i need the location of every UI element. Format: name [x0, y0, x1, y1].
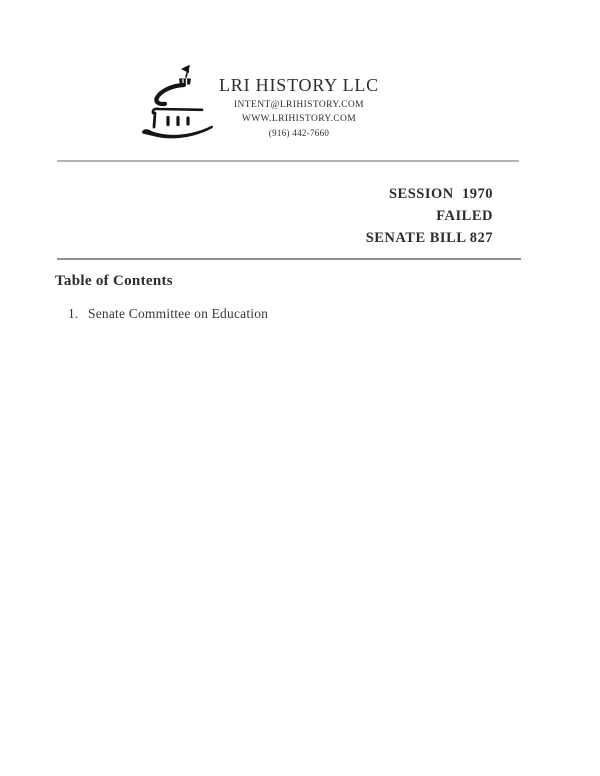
case-info-block	[366, 183, 493, 249]
capitol-dome-logo-icon	[138, 60, 220, 142]
toc-heading: Table of Contents	[55, 273, 173, 289]
middle-divider	[57, 258, 521, 260]
company-website: WWW.LRIHISTORY.COM	[241, 114, 357, 124]
bill-line: SENATE BILL 827	[365, 230, 493, 246]
toc-list	[55, 305, 515, 323]
company-email: INTENT@LRIHISTORY.COM	[233, 100, 364, 110]
session-line: SESSION 1970	[388, 186, 493, 202]
company-name: LRI HISTORY LLC	[218, 75, 379, 95]
status-line: FAILED	[436, 208, 493, 224]
top-divider	[57, 160, 519, 162]
toc-item	[55, 305, 515, 323]
toc-item-number: 1.	[68, 306, 79, 321]
toc-item-label: Senate Committee on Education	[88, 306, 269, 321]
letterhead-text	[218, 72, 380, 140]
table-of-contents	[55, 271, 515, 323]
company-phone: (916) 442-7660	[268, 128, 330, 138]
